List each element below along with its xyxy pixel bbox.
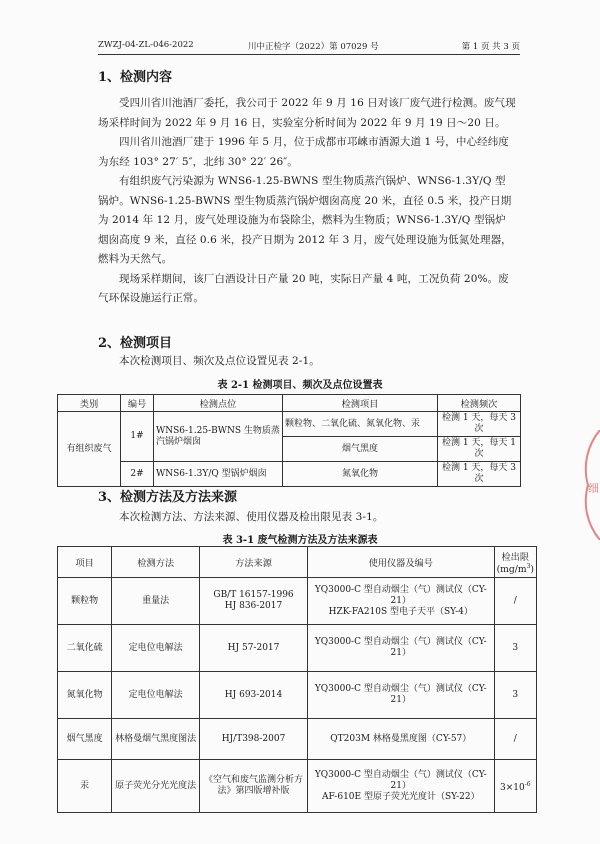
method-cell: 定电位电解法	[112, 672, 200, 719]
frequency-cell: 检测 1 天，每天 1 次	[438, 437, 521, 462]
point-number: 1#	[121, 412, 154, 462]
point-name: WNS6-1.3Y/Q 型锅炉烟囱	[154, 462, 283, 487]
table-header-row	[58, 547, 537, 578]
table-2-1	[57, 394, 521, 487]
instrument-cell: YQ3000-C 型自动烟尘（气）测试仪（CY-21） HZK-FA210S 型电子天平（SY-4）	[307, 578, 494, 625]
table-header: 检测点位	[154, 395, 283, 412]
page-header	[98, 40, 520, 55]
point-name: WNS6-1.25-BWNS 生物质蒸汽锅炉烟囱	[154, 412, 283, 462]
page-info: 第 1 页 共 3 页	[461, 42, 520, 52]
method-cell: 原子荧光分光光度法	[112, 760, 200, 813]
category-cell: 有组织废气	[58, 412, 121, 487]
source-cell: 《空气和废气监测分析方法》第四版增补版	[200, 760, 308, 813]
table-header: 检测频次	[438, 395, 521, 412]
limit-cell: /	[494, 578, 536, 625]
section-3-title: 3、检测方法及方法来源	[98, 490, 238, 505]
table-3-1-caption: 表 3-1 废气检测方法及方法来源表	[222, 535, 378, 546]
limit-header-label: 检出限	[501, 551, 530, 563]
table-row	[58, 719, 537, 760]
item-cell: 氮氧化物	[283, 462, 438, 487]
section-2-body	[98, 352, 516, 372]
method-cell: 重量法	[112, 578, 200, 625]
paragraph: 有组织废气污染源为 WNS6-1.25-BWNS 型生物质蒸汽锅炉、WNS6-1.3Y/Q 型锅炉。WNS6-1.25-BWNS 型生物质蒸汽锅炉烟囱高度 20 米，直径 0.5 米，投产日期为 2014 年 12 月，废气处理设施为布袋除尘，燃料为生物质；WNS6-1.3Y/Q 型锅炉烟囱高度 9 米，直径 0.6 米，投产日期为 2012 年 3 月，废气处理设施为低氮处理器，燃料为天然气。	[98, 175, 512, 265]
table-2-1-caption: 表 2-1 检测项目、频次及点位设置表	[217, 380, 383, 391]
item-cell: 氮氧化物	[58, 672, 112, 719]
paragraph: 现场采样期间，该厂白酒设计日产量 20 吨，实际日产量 4 吨，工况负荷 20%。废气环保设施运行正常。	[98, 272, 509, 304]
source-cell: HJ/T398-2007	[200, 719, 308, 760]
method-cell: 林格曼烟气黑度图法	[112, 719, 200, 760]
source-cell: HJ 57-2017	[200, 625, 308, 672]
frequency-cell: 检测 1 天，每天 3 次	[438, 462, 521, 487]
table-header: 类别	[58, 395, 121, 412]
instrument-cell: QT203M 林格曼黑度图（CY-57）	[307, 719, 494, 760]
paragraph: 受四川省川池酒厂委托，我公司于 2022 年 9 月 16 日对该厂废气进行检测。废气现场采样时间为 2022 年 9 月 16 日，实验室分析时间为 2022 年 9 月 19 日～20 日。	[98, 97, 516, 129]
section-1-body	[98, 94, 516, 309]
item-cell: 汞	[58, 760, 112, 813]
table-header: 方法来源	[200, 547, 308, 578]
table-row	[58, 760, 537, 813]
limit-cell: 3	[494, 672, 536, 719]
table-row	[58, 625, 537, 672]
report-number: 川中正检字（2022）第 07029 号	[248, 42, 379, 52]
table-row	[58, 672, 537, 719]
limit-exponent: -6	[524, 780, 531, 788]
limit-header	[494, 547, 536, 578]
method-cell: 定电位电解法	[112, 625, 200, 672]
instrument-cell: YQ3000-C 型自动烟尘（气）测试仪（CY-21）	[307, 625, 494, 672]
limit-unit-superscript: 3	[526, 562, 531, 570]
point-number: 2#	[121, 462, 154, 487]
instrument-cell: YQ3000-C 型自动烟尘（气）测试仪（CY-21） AF-610E 型原子荧光光度计（SY-22）	[307, 760, 494, 813]
table-row	[58, 578, 537, 625]
table-header: 项目	[58, 547, 112, 578]
table-row	[58, 412, 521, 437]
table-header: 编号	[121, 395, 154, 412]
source-cell: GB/T 16157-1996 HJ 836-2017	[200, 578, 308, 625]
limit-cell: /	[494, 719, 536, 760]
section-3-body	[98, 508, 516, 528]
limit-unit-close: )	[530, 564, 534, 576]
table-header: 检测项目	[283, 395, 438, 412]
limit-value: 3×10	[499, 782, 525, 793]
red-seal-stamp	[578, 430, 600, 540]
section-2-title: 2、检测项目	[98, 336, 173, 351]
item-cell: 颗粒物、二氧化硫、氮氧化物、汞	[283, 412, 438, 437]
item-cell: 烟气黑度	[58, 719, 112, 760]
item-cell: 颗粒物	[58, 578, 112, 625]
table-header-row	[58, 395, 521, 412]
limit-unit: (mg/m	[496, 564, 527, 576]
frequency-cell: 检测 1 天，每天 3 次	[438, 412, 521, 437]
paragraph: 四川省川池酒厂建于 1996 年 5 月，位于成都市邛崍市酒源大道 1 号，中心经纬度为东经 103° 27′ 5″，北纬 30° 22′ 26″。	[98, 136, 509, 168]
source-cell: HJ 693-2014	[200, 672, 308, 719]
table-header: 检测方法	[112, 547, 200, 578]
paragraph: 本次检测项目、频次及点位设置见表 2-1。	[119, 355, 320, 367]
table-row	[58, 462, 521, 487]
paragraph: 本次检测方法、方法来源、使用仪器及检出限见表 3-1。	[119, 511, 384, 523]
stamp-text: 细	[588, 482, 599, 495]
doc-code: ZWZJ-04-ZL-046-2022	[98, 40, 194, 50]
limit-cell: 3	[494, 625, 536, 672]
table-header: 使用仪器及编号	[307, 547, 494, 578]
table-3-1	[57, 546, 537, 813]
item-cell: 二氧化硫	[58, 625, 112, 672]
limit-cell	[494, 760, 536, 813]
item-cell: 烟气黑度	[283, 437, 438, 462]
instrument-cell: YQ3000-C 型自动烟尘（气）测试仪（CY-21）	[307, 672, 494, 719]
section-1-title: 1、检测内容	[98, 70, 173, 85]
